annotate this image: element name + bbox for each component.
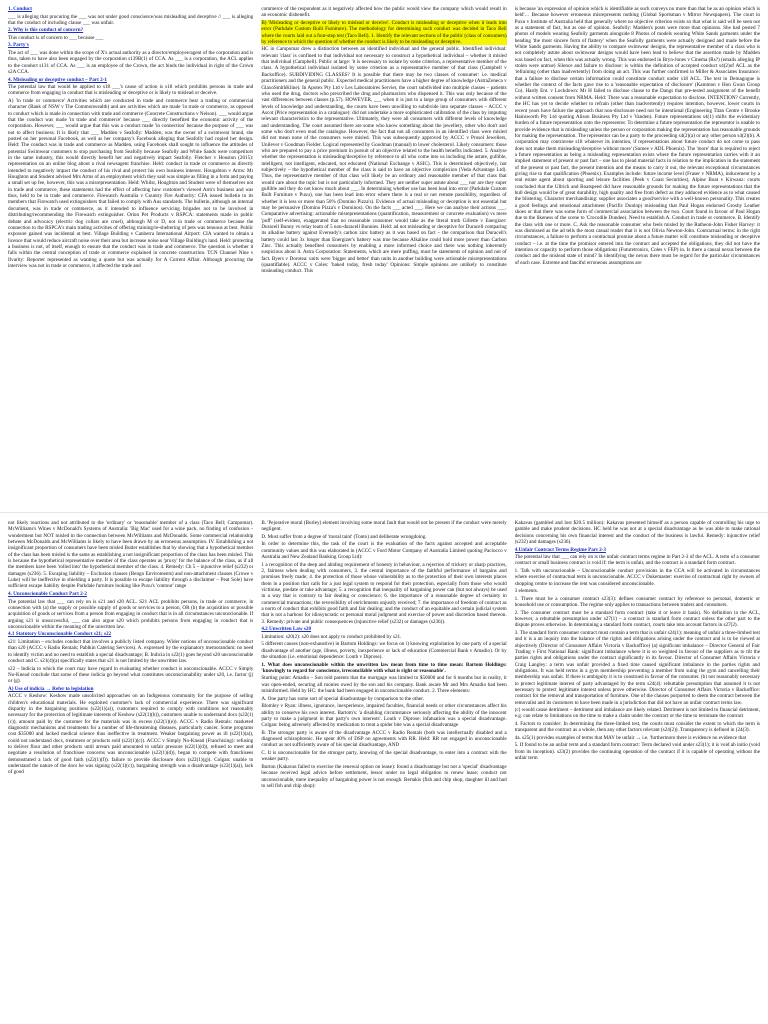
paragraph: 2. The consumer contract must be a standard form contract (take it or leave it basis). No definition in the ACL, however, a rebuttable presumption under s27(1) – a contract is standard form contract unless the other part to the dispute proves otherwise. In determining a standard form contract, courts take into account factors in s27(2). xyxy=(514,609,760,629)
paragraph: not likely reactions and not attributed to the 'ordinary' or 'reasonable' member of a class (Taco Bell; Campomar). McWilliams's Wines v McDonald's Systems of Australia: 'Big Mac' used for a wine pack, no finding of confusion – wonderment but NOT misled in the connection between McWilliams and McDonalds. Some commercial relationship between McDonalds and McWilliams is likely to have been drawn by an erroneous assumption. IV. Establishing a not insignificant proportion of consumers have been misled Butler establishes that by showing that a hypothetical member of the class has been misled is the same as establishing a not insignificant proportion of the class has been misled. This is because the hypothetical representative member of the class operates as 'proxy' for the balance of the class, as if all the members have been 'rolled into' the hypothetical member of the class. 4. Remedy: Ch 5 – injunctive relief (s232) or damages (s236). 5. Escaping liability – Exclusion clauses (Bengo Enviroments) and non-attachment clauses (Crowe v Luke) will be ineffective in shielding a party. It is possible to escape liability through a disclaimer – Peat Sole) have sufficient escape liability despite Parkdale furniture looking like Puxu's 'contour' range xyxy=(8,520,254,590)
section-heading: 4.1 Statutory Unconscionable Conduct s21; s22 xyxy=(8,631,112,638)
paragraph: 5. If found to be an unfair term and a standard form contract: Term declared void under s23(1); it is void ab initio (void from its inception). s23(2) provides the continuing operation of the contract if it is capable of operating without the unfair term xyxy=(514,742,760,762)
paragraph: A. One party has some sort of special disadvantage by comparison to the other. xyxy=(261,695,424,702)
paragraph: The potential law that would be applied to s18 ___'s cause of action is s18 which prohibits persons in trade and commerce from engaging in conduct that is misleading or deceptive or is likely to mislead or deceive. xyxy=(8,84,254,97)
paragraph: 1. Talk with unconscionable – Unconscionable conduct provisions in the CCA will be activated in circumstances where exercise of contractual term is unconscionable. ACCC v Dukemaster: exercise of contractual right by owners of shopping centre to increase the rent was considered unconscionable. xyxy=(514,567,760,587)
paragraph: B) 'Misleading or deceptive or likely to mislead or deceive'. Conduct is misleading or deceptive when it leads into error (Parkdale Custom Built Furniture). The methodology for determining such conduct was decided in Taco Bell where the courts laid out a four-step test (Taco Bell). 1. Identify the relevant sections of the public (class of consumers) by reference to which the question of whether the conduct is likely to be misleading or deceptive. xyxy=(261,19,507,45)
paragraph: (c) would cause detriment – detriment and imbalance are likely related. Detriment is not limited to financial detriment, e.g. can relate to limitations on the time to make a claim under the contract or the time to terminate the contract xyxy=(514,707,760,720)
document-page-top xyxy=(8,6,760,504)
section-heading: 2. Why is this conduct of concern? xyxy=(8,27,84,34)
section-heading: A) Use of indicia → Refer to legislation xyxy=(8,685,94,692)
column-bottom-1 xyxy=(8,520,253,1020)
paragraph: is because 'an expression of opinion which is identifiable as such conveys no more than that he as an opinion which is held'… Because however erroneous misrepresents nothing (Global Sportsman v Mirror Newspapers). The court in Puxu v Institute of Australia held that generally where no objective criterion exists so that what is said will be seen not as a statement of fact, but as one of opinion. Seafolly: Madden's posts were more than opinions. She had posted 7 photos of models wearing Seafolly garments alongside 8 Photos of models wearing White Sands garments under the heading 'the most sincere form of flattery' when the Seafolly garments were actually designed and made before the White Sands garments. Having the ability to compare swimwear designs, the representative member of a class who is not completely astute about swimwear designs would have been lead to believe that the assertion made by Madden was based on fact, when this was actually wrong. This was endorsed in Bryn-Jones v Cinema (Rs?) (emails alleging IP stolen were untrue) Silence and failure to disclose: is within the definition of accepted conduct s4(2)of ACL as the 'refraining (other than inadvertently) from doing an act. This was further confirmed in Miller & Associates Insurance: that a failure to disclose certain information could constitute conduct under s18 ACL. The test in Demagogue is whether the context of the facts gave rise to a 'reasonable expectation of disclosure' (Kammon v Hon Gwan Group Co). Hardy Ent. v Lockdown: Mr H failed to disclose clause to the Dangs that pre-tested assignment of the benefit without written consent from NRMA. Held: There was a reasonable expectation to disclose. INTENTION? Currently, the HC has yet to decide whether to refrain (other than inadvertently) requires intention, however, lower courts in recent years have failure the approach that non-disclosure need not be intentional (Engineering Titan Centre v Brooke Hainsworth Pty Ltd quoting Alison Business Pty Ltd v Vanden). Future representations s4(1) shifts the evidentiary burden of a future representation onto the representor. To determine a future representation the representor is unable to provide evidence that is misleading unless the person or corporation making the representation has reasonable grounds for making the representation. The representor can be a party to the proceeding s4(2)(a) or any other person s4(2)(b). A corporation may contravene s18 whatever its intention, if representations about future conduct do not come to pass does not make them misleading/deceptive without more' (Sumee v ADL Phoenix). The 'more' that is required to reject a future representation as being a misleading representation exists where the future representation carries with it an implied statement of present or past fact – one has to plead material facts in relation to the implication in the statement of the present or past fact, the present intention and the means to carry it out, the relevant exceptional circumstances giving rise to that qualification (Phoenix). Examples include: future income level (Fraser v NRMA), inducement by a real estate agent about sporting and leisure facilities (Peek v Coast Securities), Alpine Boat v Kirwanz: courts concluded that the Ullrich and Boatspeed did have reasonable grounds for making the future representations that the hull design would be of great durability, high quality and free from defect as they adduced evidence as to what caused the blistering. Character merchandising: supplier associates a good/service with a well-known personality. This creates a good feelings and emotional attachment (Pacific Dunlop) misleading that Paul Hogan endorsed Grosby Leather shoes or that there was some form of commercial association between the two. Court found in favour of Paul Hogan due to the likeness of the scene to 'Crocodile Dundee). Need to establish A. Conduct in trade or commerce. B. Identify the class with one or more. C. Ask the reasonable consumer who feels misled by the Ratheon-John Fisher Harvey: it was dismissed as the ad tells the most casual reader that it is not Olivia Newton-John. Contractual terms: in the right circumstances, a failure to perform a contractual promise about a future matter will constitute misleading or deceptive conduct – i.e. at the time the promisor entered into the contract and accepted the obligations, they did not have the intention or capacity to perform those obligations (Futuretronics, Coles v FEP) in. Is there a causal nexus between the conduct and the mislead state of mind? In identifying the nexus there must be regard for the particular circumstances of each case. Extreme and fanciful erroneous assumptions are xyxy=(514,6,760,266)
paragraph: The act of ___ was done within the scope of X's actual authority as a director/employee/agent of the corporation and is thus, taken to have also been engaged by the corporation s139B(1) of CCA. As ___ is a corporation, the ACL applies to the conduct s131 of CCA. As ___ is an employee of the Crown, the act binds the individual in right of the Crown s2A CCA. xyxy=(8,50,254,76)
page-divider xyxy=(0,512,768,513)
column-bottom-2 xyxy=(261,520,506,1020)
paragraph: ___ is alleging that procuring the ___ was not under good conscience/was misleading and deceptive // ___ is alleging that the conduct of including clause ___ was unfair. xyxy=(8,13,254,26)
section-heading: 4.2 Unwritten Law s20 xyxy=(261,626,312,633)
paragraph: HC in Campomar drew a distinction between an identified individual and the general public. Identified individual: relevant 'class' is confined to that individual not necessary to construct a hypothetical individual – whether it misled that individual (Campbell). Public at large: 'it is necessary to isolate by some criterion, a representative member of the class. A hypothetical individual isolated by some criterion as a representative member of that class (Campbell v Backoffice). SUBDIVIDING CLASSES? It is possible that there may be two classes of consumer: i.e. medical practitioners and the general public. Expected medical practitioners have a higher degree of knowledge (AstraZeneca v GlaxoSmithKline). In Apotex Pty Ltd v Les Laboratoires Servier, the court subdivided into multiple classes – patients who used the drug, doctors who prescribed the drug and pharmacists who dispensed it. This was only because of the vast differences between classes (p.57). HOWEVER, ___ when it is just to a large group of consumers with different levels of knowledge and understanding, the courts have been unwilling to subdivide into separate classes – ACCC v Ascot (Price representation in a catalogue): did not undertake a more sophisticated calibration of the class by imputing relevant characteristics to the representative. Ultimately, they were all consumers with different levels of knowledge and understanding. The court assumed there are some who know something about the jewellery, other who don't and some who don't even read the catalogue. However, the fact that not all consumers in an identified class were misled did not mean none of the consumers were misled. This was subsequently approved by ACCC v Prosol Jewellers, Unilever v Goodman Fielder. Logical represented by Goodman (manual) to lower cholesterol. Likely consumers: those who are prepared to pay a price premium in pursuit of an objective related to the health benefits indicated. 5. Analyse whether the representation is misleading/deceptive by reference to all who come into us including the astute, gullible, intelligent, not intelligent, educated, not educated (National Exchange v ASIC). This is determined objectively, not subjectively – the hypothetical member of the class is said to have an objective complexion (Veda Advantage Ltd). Thus, the representative member of that class will likely be an ordinary and reasonable member of that class that would care about the topic but is not particularly informed. They are neither super astute about ___ nor are they super gullible and they do not know much about ___. In determining whether use has been lead into error (Parkdale Custom Built Furniture v Puxu), one has been lead into error where there is a real or not remote possibility, regardless of whether it is less or more than 50% (Domino Pizza's). Evidence of actual misleading or deception is not essential but may be persuasive (Domino Pizza's v Dominos). On the facts ___ acted ___. Here we can analyse their actions ___. Comparative advertising: actionable misrepresentations (quantification, measurement or concrete evaluation) vs mere 'puff' (self-evident, exaggerated that no reasonable consumer would take as the literal truth Gillette v Energizer: Duracell Bunny vs relay team of 5 non-duracell Bunnies. Held: ad not misleading or deceptive for Duracell comparing its alkaline battery against Eveready's carbon zinc battery as it was based on fact – the comparison that Duracell's battery could last 3x longer than Energizer's battery was true because Alkaline could hold more power than Carbon Zinc. This actually benefited consumers by enabling a more informed choice and there was nothing inherently suspicious about it. Astra Corporation: Statements, which are mere puffing, must be statements of opinion and not of fact. Byers v Dorotea: units were 'bigger and better' than units in another building were actionable misrepresentations (quantifiable). ACCC v Coles: 'baked today, fresh today' Opinions: Simple opinions are unlikely to constitute misleading conduct. This xyxy=(261,46,507,275)
paragraph: A) 'in trade or commerce' Activities which are conducted in trade and commerce bear a trading or commercial character (Bank of NSW v The Commonwealth) and are activities which are made 'in trade or commerce, as opposed to conduct which is made in connection with trade and commerce (Concrete Constructions v Nelson). ___ would argue that the conduct was made 'in trade and commerce' because ___ directly benefited the economic activity of the corporation. However, ___ would argue that this was a conduct made 'in connection' because the purpose of ___ was not to affect business. It is likely that ___ Madden v Seafolly: Madden, was the owner of a swimwear brand, she posted on her personal Facebook, as well as her company's Facebook alleging that Seafolly had copied her design. Held: The conduct was in trade and commerce as Madden, using Facebook shall sought to influence the attitudes of potential Swimwear customers to stop purchasing from Seafolly because Seafolly and White Sands were competitors in the same industry, this would directly benefit her and negatively impact Seafolly. Fletcher v Houston (2015): representation on an online blog about a rival newsagent franchise. Held: conduct in trade or commerce as directly intended to negatively impact the conduct of his rival and protect his own business interest. Hougahton v Arms: Mr Houghton and Student advised Mrs Arms of an employment which they said was simple as filling in a form and paying a small set up fee, however, this was a misrepresentation. Held: Whilst, Houghton and Student were of themselves not in trade and commerce, these statements had the effect of affecting how customer's viewed Arm's business and was thus, held to be in trade and commerce. Firewatch Australia v Country Fire Authority: CFA issued bulletin to its members that Firewatch used extinguishers that failed to comply with Aus standards. The bulletin, although an internal document, was in trade or commerce, as it intended to influence servicing brigades not to be involved in distributing/recommending the Firewatch extinguisher. Orion Pet Products v RSPCA: statements made in public debate and advocacy (electric dog collars are cruel), although M or D, not in trade or commerce because the connection to the RSPCA's main trading activities of offering training/re-sheltering of pets was tenuous at best. Public exposure gained was incidental at best. Village Building v Canberra International Airport: CIA wanted to obtain a licence that would reduce aircraft noise over their area but increase noise near Village Building's land. Held: protecting a business is not, of itself, enough to ensure that the conduct was in trade and commerce. The question is whether it falls within the central conception of trade or commerce explained in concrete construction. TCN Channel Nine v Ilvarity: Reporter represented as wanting a quote but was actually for A Current Affair. Although procuring the interview was not in trade or commerce, it affected the trade and xyxy=(8,97,254,269)
paragraph: Blomley v Ryan: illness, ignorance, inexperience, impaired faculties, financial needs or other circumstances affect his ability to conserve his own interest. Bartom's: 'a disabling circumstance seriously affecting the ability of the innocent party to make a judgment in that party's own interests'. Louth v Diprose: infatuation was a special disadvantage. Colgan: being adversely affected by medication to treat a spider bite was a special disadvantage xyxy=(261,703,507,729)
section-heading: 3. Party's xyxy=(8,42,29,49)
paragraph: The potential law that ___ can rely on is the unfair contract terms regime in Part 2-3 of the ACL. A term of a consumer contract or small business contract is void if: the term is unfair, and the contract is a standard form contract. xyxy=(514,554,760,567)
paragraph: 3 elements. xyxy=(514,588,539,595)
paragraph: 1. There must be a consumer contract s23(3): defines consumer contract by reference to personal, domestic or household use or consumption. The regime only applies to transactions between traders and consumers. xyxy=(514,595,760,609)
paragraph: 3. The standard form consumer contract must contain a term that is unfair s24(1): meaning of unfair a three-limbed test and it is a an inquiry into the balance of the rights and obligations arising under the contract and is to be viewed at objectively (Director of Consumer Affairs Victoria v Backoffice) (a) significant imbalance – Director General of Fair Trading v First National Bank: significant imbalance where it is so weighted in favour of the suppliers as to tilt the parties rights and obligations under the contract significantly in its favour. Director of Consumer Affairs Victoria v Craig Langley: a term was unfair provided a fixed time caused significant imbalance in the parties rights and obligations. It was held terms in a gym membership preventing a member from suing the gym and cancelling their membership was unfair. If there is ambiguity it is to construed in favour of the consumer. (b) not reasonably necessary to protect legitimate interest of party advantaged by the term s24(4): rebuttable presumption that assumed it is not necessary to protect legitimate interest unless prove otherwise. Director of Consumer Affairs Victoria v Backoffice: contract for the removal and transportation of furniture. One of the clauses purported to deem the contract between the removalist and its customers to have been made in a jurisdiction that did not have an unfair contract terms law. xyxy=(514,629,760,706)
section-heading: 4.Unfair Contract Terms Regime Part 2-3 xyxy=(514,546,606,553)
paragraph: ACCC v Keshow: Keshow made unsolicited approaches on an Indigenous community for the purpose of selling children's educational materials. He exploited customer's lack of commercial experience. There was significant disparity in the bargaining positions (s22(1)(a)), customers required to comply with conditions not reasonably necessary for the protection of legitimate interests of Keshow (s22(1)(b)), customers unable to understand docs (s22(1)(c)), amount paid by the customer for the materials was in excess (s22(1)(e)). ACCC v Radio Rentals: marketed diagnostic mechanisms and treatments for a number of life-threatening diseases, particularly cancer. Some programs cost $35000 and lacked medical science thus ineffective in treatment. Weaker bargaining power as ill (s22(1)(a)), could not understand docs, treatment or products sold (s22(1)(c)). ACCC v Simply No-Knead (Franchising): refusing to deliver flour and other products until arrears paid amounted to unfair pressure (s22(1)(d)), refused to meet and negotiate a resolution of franchisee concerns was unconscionable (s22(1)(d)), began to compete with franchisees demonstrated a lack of good faith (s22(1)(f)). failure to provide disclosure docs (s22(1)(g)). Colgan: unable to understand the nature of the docs he was signing (s22(1)(c)), bargaining strength was a disadvantage (s22(1)(a)), lack of good xyxy=(8,693,254,776)
column-top-2 xyxy=(261,6,506,504)
paragraph: In order to determine this, the task of the court is the evaluation of the facts against accepted and acceptable community values and this was elaborated in (ACCC v Ford Motor Company of Australia Limited quoting Paciocco v Australia and New Zealand Banking Group Ltd): xyxy=(261,541,507,561)
paragraph: 5 different causes (non-exhaustive) in Bartom Holdings: we focus on i) knowing exploitation by one party of a special disadvantage of another (age, illness, poverty, inexperience or lack of education (Commercial Bank v Amadio). Or by the situation (i.e. emotional dependence: Louth v Diprose). xyxy=(261,641,507,660)
paragraph: 1 a recognition of the deep and abiding requirement of honesty in behaviour, a rejection of trickery or sharp practices, 2, fairness when dealing with consumers, 3. the central importance of the faithful performance of bargains and promises freely made; 4. the protection of those whose vulnerability as to the protection of their own interests places them in a position that calls for a just legal system to respond for their protection, especially from those who would victimise, predate or take advantage; 5. a recognition that inequality of bargaining power can (but not always) be used in a way that is contrary to fair dealing or conscience; 6. the importance of a reasonable degree of certainty in commercial transactions; the reversibility of enrichments unjustly received; 7. the importance of freedom of contract as a norm of conduct that exhibits good faith and fair dealing; and the conduct of an equitable and certain judicial system that is not a harbour for idiosyncratic or personal moral judgment and exercise of power and discretion based thereon. 3. Remedy: private and public consequences (injunctive relief (s232) or damages (s236)). xyxy=(261,561,507,625)
paragraph: 4. Factors to consider: In determining the three-limbed test, the courts must consider the extent to which the term is transparent and the contract as a whole, then any other factors relevant (s24(2)). Transparency is defined in (24(3). xyxy=(514,721,760,734)
paragraph: D. Must suffer from a degree of 'moral taint' (Tonto) and deliberate wrongdoing. xyxy=(261,533,427,540)
column-top-3 xyxy=(515,6,760,504)
paragraph: B. 'Pejorative moral (Burley) element involving some moral fault that would not be present if the conduct were merely negligent. xyxy=(261,520,507,533)
paragraph: 4a. s25(1) provides examples of terms that MAY be unfair → i.e. 'furthermore there is evidence no evidence that xyxy=(514,734,747,741)
paragraph: s21: Limitation – excludes conduct that involves a publicly listed company. Wider notions of unconscionable conduct than s20 (ACCC v Radio Rentals; Pablkin Catering Services). A. expressed by the explanatory memorandum: no need to identify victim and no need to establish a special disadvantage; B. Indicia in s22(1) goes beyond s20 unconscionable conduct and C. s21(4)(a) specifically states that s21 is not limited by the unwritten law. xyxy=(8,638,254,664)
columns-bottom xyxy=(8,520,760,1020)
paragraph: Starting point: Amadio – Son told parents that the mortgage was limited to $50000 and for 6 months but in reality, it was open-ended, securing all monies owed by the son and his company. Bank aware Mr and Mrs Amadio had been misinformed. Held by HC: the bank had been engaged in unconscionable conduct. 2. Three elements: xyxy=(261,675,507,695)
paragraph: s22 – Indicia to which the court may have regard in evaluating whether conduct is unconscionable. ACCC v Simply No-Knead conclude that some of these indicia go beyond what constitutes unconscionability under s20, i.e. factor (j) or (g). xyxy=(8,665,254,685)
section-heading: 4. Unconscionable Conduct Part 2-2 xyxy=(8,590,87,597)
paragraph: The potential law that ___ can rely on is s21 and s20 ACL. S21 ACL prohibits persons, in trade or commerce, in connection with (a) the supply or possible supply of goods or services to a person, OR (b) the acquisition or possible acquisition of goods or services from a person from engaging in conduct that is in all circumstances unconscionable. If arguing s21 is unsuccessful, ___ can also argue s20 which prohibits persons from engaging in conduct that is unconscionable within the meaning of the unwritten law. xyxy=(8,598,254,630)
column-top-1 xyxy=(8,6,253,504)
section-heading: 4. Misleading or deceptive conduct – Part 2-1 xyxy=(8,76,107,83)
paragraph: B. The stronger party is aware of the disadvantage ACCC v Radio Rentals (both was intellectually disabled and a diagnosed schizophrenic. He spent 40% of DSP on agreements with RR. Held: RR not engaged in unconscionable conduct as not sufficiently aware of his special disadvantage, AND xyxy=(261,729,507,749)
paragraph: Burton (Kakavas failed to exercise the renewal option on lease): found a disadvantage but not a 'special' disadvantage because received legal advice before settlement, lessor under no legal obligation to renew lease; conduct not unconscionable, mere inequality of bargaining power is not enough. Bertakis (fish and chip shop, daughter ill and had to sell fish and chip shop): xyxy=(261,763,507,789)
paragraph: This conduct is of concern to ___ because ___ xyxy=(8,34,104,41)
section-heading: 1. Conduct xyxy=(8,6,32,12)
paragraph: Limitation: s20(2): s20 does not apply to conduct prohibited by s21. xyxy=(261,633,402,640)
paragraph: C. It is unconscionable for the stronger party, knowing of the special disadvantage, to enter into a contract with the weaker party. xyxy=(261,749,507,763)
paragraph: 1. What does unconscionable within the unwritten law mean from time to time mean: Bartom Holdings: 'knowingly to regard for conscience, irreconcilable with what is right or reasonable'. xyxy=(261,661,507,674)
column-bottom-3 xyxy=(515,520,760,1020)
columns-top xyxy=(8,6,760,504)
document-page-bottom xyxy=(8,520,760,1020)
paragraph: commerce of the respondent as it negatively affected how the public would view the company which would result in an economic disbenefit. xyxy=(261,6,507,19)
paragraph: Kakavas (gambled and lost $20.5 million): Kakavas presented himself as a person capable of controlling his urge to gamble and make prudent decisions. HC held he was not at a special disadvantage as he was able to make rational decisions concerning his own financial interest and the conduct of the business is lawful. Remedy: injunctive relief (s232) and damages (s236). xyxy=(514,520,760,546)
